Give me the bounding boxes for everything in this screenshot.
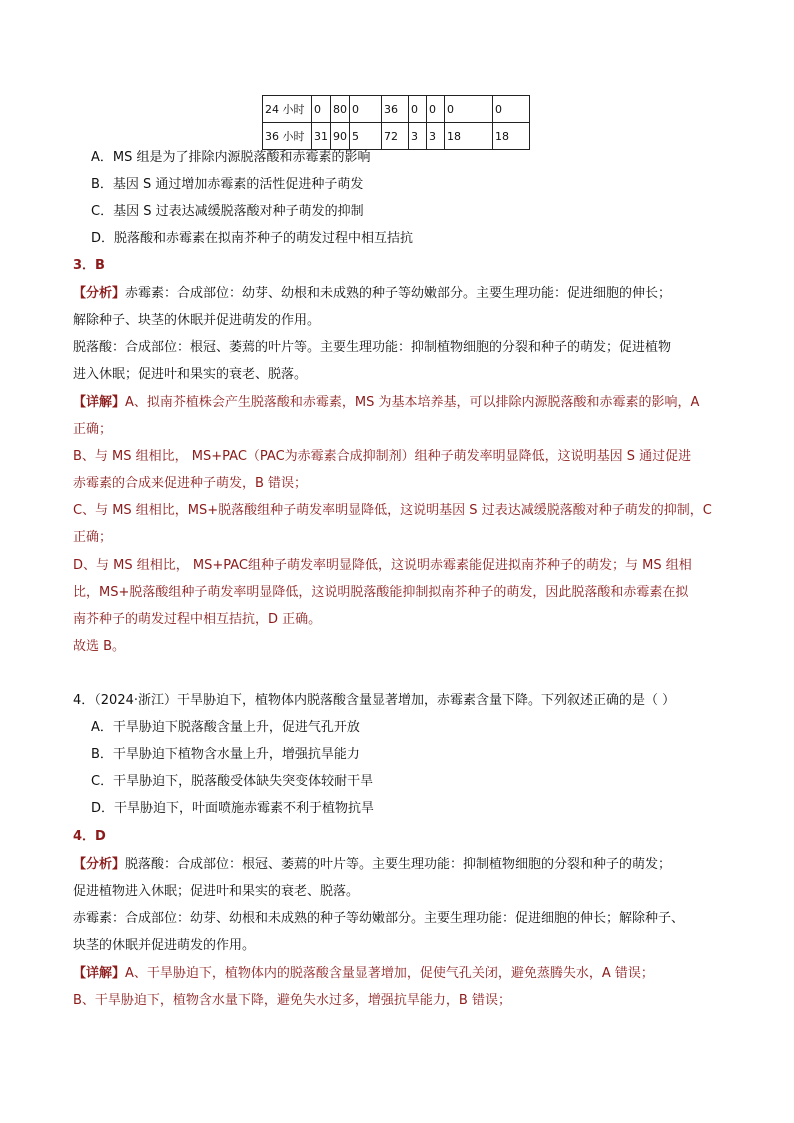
q3-detail-line: 比，MS+脱落酸组种子萌发率明显降低，这说明脱落酸能抑制拟南芥种子的萌发，因此脱落酸和赤霉素在拟: [73, 585, 689, 600]
q4-option-c: C．干旱胁迫下，脱落酸受体缺失突变体较耐干旱: [91, 774, 374, 789]
table-cell: 0: [427, 96, 445, 123]
q3-option-c: C．基因 S 过表达减缓脱落酸对种子萌发的抑制: [91, 204, 364, 219]
q3-analysis-line: 解除种子、块茎的休眠并促进萌发的作用。: [73, 313, 321, 328]
table-cell: 72: [382, 123, 409, 150]
q3-detail-line: 正确；: [73, 530, 113, 545]
table-row: [263, 96, 530, 123]
q3-detail-line: [73, 393, 699, 413]
q4-stem: 4．（2024·浙江）干旱胁迫下，植物体内脱落酸含量显著增加，赤霉素含量下降。下列叙述正确的是（ ）: [73, 693, 676, 708]
analysis-tag: 【分析】: [73, 286, 126, 301]
q4-analysis-line: [73, 855, 671, 875]
q4-analysis-line: 赤霉素：合成部位：幼芽、幼根和未成熟的种子等幼嫩部分。主要生理功能：促进细胞的伸长；解除种子、: [73, 911, 685, 926]
q3-detail-line: D、与 MS 组相比， MS+PAC组种子萌发率明显降低，这说明赤霉素能促进拟南芥种子的萌发；与 MS 组相: [73, 558, 692, 573]
table-cell: 36: [382, 96, 409, 123]
q3-detail-line: C、与 MS 组相比，MS+脱落酸组种子萌发率明显降低，这说明基因 S 过表达减缓脱落酸对种子萌发的抑制，C: [73, 503, 712, 518]
table-cell: 31: [312, 123, 331, 150]
q3-analysis-line: [73, 284, 671, 304]
table-cell: 18: [493, 123, 530, 150]
table-cell: 80: [331, 96, 350, 123]
q4-detail-line: B、干旱胁迫下，植物含水量下降，避免失水过多，增强抗旱能力，B 错误；: [73, 993, 511, 1008]
q3-detail-line: 故选 B。: [73, 639, 126, 654]
q4-option-b: B．干旱胁迫下植物含水量上升，增强抗旱能力: [91, 747, 360, 762]
table-cell: 0: [312, 96, 331, 123]
table-cell: 5: [350, 123, 382, 150]
detail-tag: 【详解】: [73, 395, 126, 410]
detail-tag: 【详解】: [73, 966, 126, 981]
detail-text: A、干旱胁迫下，植物体内的脱落酸含量显著增加，促使气孔关闭，避免蒸腾失水，A 错误；: [125, 966, 654, 981]
table-cell: 0: [409, 96, 427, 123]
detail-text: A、拟南芥植株会产生脱落酸和赤霉素，MS 为基本培养基，可以排除内源脱落酸和赤霉素的影响，A: [125, 395, 700, 410]
analysis-tag: 【分析】: [73, 857, 126, 872]
table-cell: 3: [409, 123, 427, 150]
table-cell: 0: [493, 96, 530, 123]
q3-detail-line: B、与 MS 组相比， MS+PAC（PAC为赤霉素合成抑制剂）组种子萌发率明显降低，这说明基因 S 通过促进: [73, 449, 692, 464]
table-cell: 36 小时: [263, 123, 312, 150]
q4-option-d: D．干旱胁迫下，叶面喷施赤霉素不利于植物抗旱: [91, 801, 375, 816]
q4-analysis-line: 块茎的休眠并促进萌发的作用。: [73, 938, 256, 953]
q3-analysis-line: 进入休眠；促进叶和果实的衰老、脱落。: [73, 367, 308, 382]
q3-answer: 3．B: [73, 258, 105, 273]
q3-option-a: A．MS 组是为了排除内源脱落酸和赤霉素的影响: [91, 150, 371, 165]
analysis-text: 赤霉素：合成部位：幼芽、幼根和未成熟的种子等幼嫩部分。主要生理功能：促进细胞的伸长；: [125, 286, 672, 301]
table-cell: 18: [445, 123, 493, 150]
table-cell: 0: [445, 96, 493, 123]
q4-detail-line: [73, 964, 654, 984]
q4-option-a: A．干旱胁迫下脱落酸含量上升，促进气孔开放: [91, 720, 360, 735]
q3-option-b: B．基因 S 通过增加赤霉素的活性促进种子萌发: [91, 177, 364, 192]
analysis-text: 脱落酸：合成部位：根冠、萎蔫的叶片等。主要生理功能：抑制植物细胞的分裂和种子的萌发；: [125, 857, 672, 872]
table-cell: 0: [350, 96, 382, 123]
table-row: [263, 123, 530, 150]
q3-detail-line: 南芥种子的萌发过程中相互拮抗，D 正确。: [73, 612, 322, 627]
table-cell: 90: [331, 123, 350, 150]
table-cell: 3: [427, 123, 445, 150]
table-cell: 24 小时: [263, 96, 312, 123]
q3-analysis-line: 脱落酸：合成部位：根冠、萎蔫的叶片等。主要生理功能：抑制植物细胞的分裂和种子的萌发；促进植物: [73, 340, 672, 355]
q3-option-d: D．脱落酸和赤霉素在拟南芥种子的萌发过程中相互拮抗: [91, 231, 414, 246]
q4-answer: 4．D: [73, 829, 106, 844]
data-table: [262, 95, 530, 150]
q4-analysis-line: 促进植物进入休眠；促进叶和果实的衰老、脱落。: [73, 884, 360, 899]
q3-detail-line: 正确；: [73, 422, 113, 437]
q3-detail-line: 赤霉素的合成来促进种子萌发，B 错误；: [73, 476, 308, 491]
